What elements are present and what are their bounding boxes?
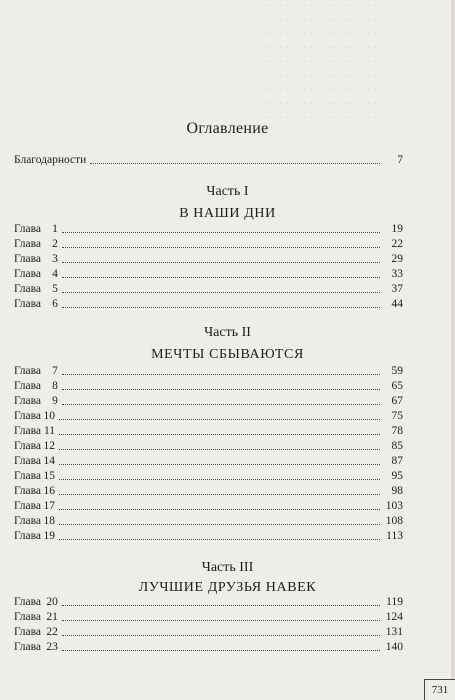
toc-entry-chapter[interactable] xyxy=(14,595,403,610)
chapter-word: Глава xyxy=(14,268,42,280)
chapter-number: 12 xyxy=(43,440,56,452)
dot-leader xyxy=(62,247,380,248)
chapter-number: 22 xyxy=(46,626,58,638)
chapter-number: 9 xyxy=(52,395,58,407)
chapter-word: Глава xyxy=(14,380,42,392)
toc-entry-chapter[interactable] xyxy=(14,252,403,267)
toc-entry-chapter[interactable] xyxy=(14,529,403,544)
part-label: Часть III xyxy=(201,560,254,575)
chapter-number: 3 xyxy=(52,253,58,265)
dot-leader xyxy=(59,539,380,540)
toc-entry-page: 59 xyxy=(391,365,403,377)
chapter-word: Глава xyxy=(14,283,42,295)
chapter-number: 5 xyxy=(52,283,58,295)
chapter-number: 15 xyxy=(43,470,56,482)
dot-leader xyxy=(62,374,380,375)
dot-leader xyxy=(62,232,380,233)
chapter-word: Глава xyxy=(14,455,42,467)
dot-leader xyxy=(59,509,380,510)
chapter-number: 14 xyxy=(43,455,56,467)
toc-entry-page: 85 xyxy=(391,440,403,452)
chapter-number: 7 xyxy=(52,365,58,377)
chapter-word: Глава xyxy=(14,238,42,250)
chapter-number: 20 xyxy=(46,596,58,608)
chapter-word: Глава xyxy=(14,515,42,527)
toc-entry-chapter[interactable] xyxy=(14,499,403,514)
chapter-word: Глава xyxy=(14,611,42,623)
toc-title: Оглавление xyxy=(186,120,269,137)
chapter-word: Глава xyxy=(14,365,42,377)
toc-entry-chapter[interactable] xyxy=(14,364,403,379)
toc-entry-chapter[interactable] xyxy=(14,454,403,469)
toc-entry-page: 67 xyxy=(391,395,403,407)
toc-entry-page: 103 xyxy=(385,500,403,512)
dot-leader xyxy=(62,389,380,390)
chapter-word: Глава xyxy=(14,500,42,512)
toc-entry-chapter[interactable] xyxy=(14,469,403,484)
toc-entry-chapter[interactable] xyxy=(14,424,403,439)
toc-entry-chapter[interactable] xyxy=(14,484,403,499)
chapter-word: Глава xyxy=(14,530,42,542)
chapter-word: Глава xyxy=(14,641,42,653)
dot-leader xyxy=(62,277,380,278)
chapter-word: Глава xyxy=(14,298,42,310)
part-title: В НАШИ ДНИ xyxy=(179,206,276,221)
chapter-word: Глава xyxy=(14,425,42,437)
toc-entry-chapter[interactable] xyxy=(14,267,403,282)
chapter-number: 2 xyxy=(52,238,58,250)
dot-leader xyxy=(59,449,380,450)
chapter-number: 4 xyxy=(52,268,58,280)
toc-entry-page: 98 xyxy=(391,485,403,497)
toc-entry-page: 75 xyxy=(391,410,403,422)
dot-leader xyxy=(90,163,380,164)
chapter-number: 10 xyxy=(43,410,56,422)
chapter-number: 6 xyxy=(52,298,58,310)
toc-entry-chapter[interactable] xyxy=(14,297,403,312)
chapter-number: 8 xyxy=(52,380,58,392)
part-label: Часть II xyxy=(204,325,251,340)
dot-leader xyxy=(62,650,380,651)
chapter-number: 21 xyxy=(46,611,58,623)
toc-entry-page: 131 xyxy=(385,626,403,638)
chapter-word: Глава xyxy=(14,223,42,235)
toc-entry-page: 113 xyxy=(386,530,403,542)
dot-leader xyxy=(59,434,380,435)
chapter-word: Глава xyxy=(14,596,42,608)
dot-leader xyxy=(59,524,380,525)
dot-leader xyxy=(59,479,380,480)
toc-entry-chapter[interactable] xyxy=(14,409,403,424)
toc-entry-label: Благодарности xyxy=(14,154,87,166)
toc-entry-chapter[interactable] xyxy=(14,237,403,252)
chapter-word: Глава xyxy=(14,410,42,422)
dot-leader xyxy=(62,635,380,636)
toc-entry-chapter[interactable] xyxy=(14,379,403,394)
toc-entry-chapter[interactable] xyxy=(14,610,403,625)
dot-leader xyxy=(59,464,380,465)
toc-entry-page: 95 xyxy=(391,470,403,482)
chapter-word: Глава xyxy=(14,470,42,482)
dot-leader xyxy=(59,494,380,495)
chapter-number: 23 xyxy=(46,641,58,653)
chapter-word: Глава xyxy=(14,395,42,407)
toc-entry-page: 19 xyxy=(391,223,403,235)
toc-entry-acknowledgements[interactable] xyxy=(14,153,403,168)
part-title: МЕЧТЫ СБЫВАЮТСЯ xyxy=(151,347,304,362)
page-number: 731 xyxy=(424,679,455,700)
part-title: ЛУЧШИЕ ДРУЗЬЯ НАВЕК xyxy=(138,580,317,595)
part-label: Часть I xyxy=(206,184,249,199)
toc-entry-page: 44 xyxy=(391,298,403,310)
dot-leader xyxy=(62,620,380,621)
toc-entry-page: 7 xyxy=(397,154,403,166)
dot-leader xyxy=(62,262,380,263)
chapter-number: 19 xyxy=(43,530,56,542)
toc-entry-chapter[interactable] xyxy=(14,222,403,237)
toc-entry-chapter[interactable] xyxy=(14,439,403,454)
dot-leader xyxy=(62,605,380,606)
toc-entry-chapter[interactable] xyxy=(14,625,403,640)
dot-leader xyxy=(62,404,380,405)
toc-entry-chapter[interactable] xyxy=(14,514,403,529)
toc-entry-chapter[interactable] xyxy=(14,394,403,409)
dot-leader xyxy=(59,419,380,420)
toc-entry-page: 124 xyxy=(385,611,403,623)
dot-leader xyxy=(62,307,380,308)
toc-entry-chapter[interactable] xyxy=(14,640,403,655)
toc-entry-page: 108 xyxy=(385,515,403,527)
chapter-number: 1 xyxy=(52,223,58,235)
toc-entry-page: 119 xyxy=(386,596,403,608)
toc-entry-chapter[interactable] xyxy=(14,282,403,297)
toc-entry-page: 140 xyxy=(385,641,403,653)
toc-entry-page: 33 xyxy=(391,268,403,280)
toc-entry-page: 78 xyxy=(391,425,403,437)
toc-entry-page: 22 xyxy=(391,238,403,250)
toc-entry-page: 37 xyxy=(391,283,403,295)
dot-leader xyxy=(62,292,380,293)
chapter-word: Глава xyxy=(14,485,42,497)
chapter-number: 11 xyxy=(43,425,56,437)
chapter-number: 18 xyxy=(43,515,56,527)
chapter-number: 17 xyxy=(43,500,56,512)
toc-entry-page: 29 xyxy=(391,253,403,265)
bleed-through-text: · · · · · · · · · · · · · · · · · · · · · · · · · · · · · · · · · · · · · · · · · · · · · · · · · · · · · · · · · · · · · · · · · · · · · · · · · · · · · · · · · · · · · · · · · · · · · · · · · · · · · · · · · · · · · · · · · · · · · · · · · · · · · · · · · · · · · · · · · · · · · · · · · · · · · · · · · · · · · · · · · · · · · · · · · · · · · · · · · · · · · · · · · · · · · · · · · · · · · · · · · · · · · · · · · · · · · · · · xyxy=(245,1,383,124)
toc-entry-page: 65 xyxy=(391,380,403,392)
toc-entry-page: 87 xyxy=(391,455,403,467)
chapter-word: Глава xyxy=(14,626,42,638)
chapter-number: 16 xyxy=(43,485,56,497)
chapter-word: Глава xyxy=(14,440,42,452)
chapter-word: Глава xyxy=(14,253,42,265)
